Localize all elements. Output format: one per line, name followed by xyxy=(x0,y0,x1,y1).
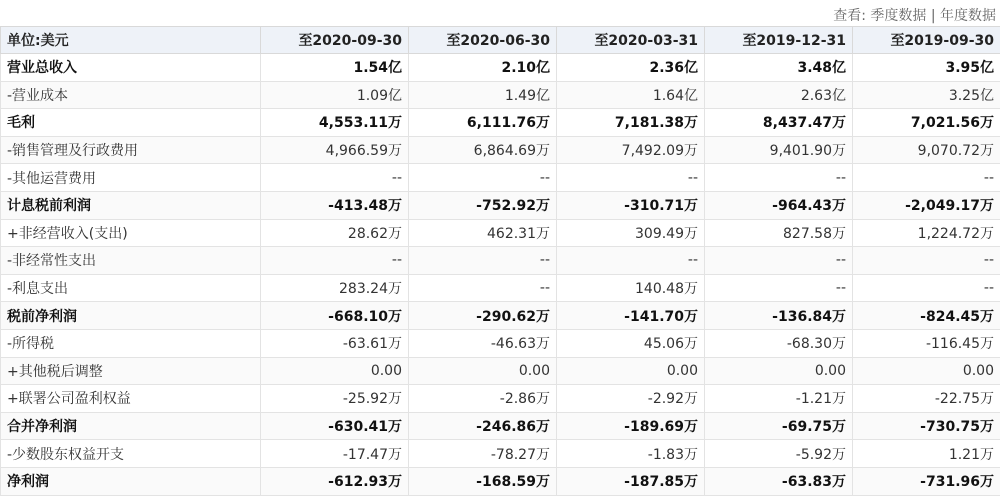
table-row xyxy=(1,54,1000,82)
header-period: 至2020-09-30 xyxy=(261,27,409,54)
row-label: +其他税后调整 xyxy=(1,357,261,385)
cell-value: -- xyxy=(261,247,409,275)
row-label: -少数股东权益开支 xyxy=(1,440,261,468)
cell-value: 6,864.69万 xyxy=(409,136,557,164)
table-row xyxy=(1,467,1000,495)
cell-value: -413.48万 xyxy=(261,191,409,219)
cell-value: -290.62万 xyxy=(409,302,557,330)
cell-value: 0.00 xyxy=(409,357,557,385)
income-statement-table xyxy=(0,26,1000,496)
cell-value: 0.00 xyxy=(557,357,705,385)
cell-value: -- xyxy=(705,274,853,302)
cell-value: 45.06万 xyxy=(557,329,705,357)
cell-value: -- xyxy=(853,164,1000,192)
header-unit: 单位:美元 xyxy=(1,27,261,54)
cell-value: 3.95亿 xyxy=(853,54,1000,82)
cell-value: -731.96万 xyxy=(853,467,1000,495)
cell-value: -964.43万 xyxy=(705,191,853,219)
view-separator: | xyxy=(931,8,936,24)
cell-value: 140.48万 xyxy=(557,274,705,302)
row-label: 毛利 xyxy=(1,109,261,137)
row-label: 净利润 xyxy=(1,467,261,495)
cell-value: -78.27万 xyxy=(409,440,557,468)
cell-value: 1,224.72万 xyxy=(853,219,1000,247)
row-label: 营业总收入 xyxy=(1,54,261,82)
cell-value: -- xyxy=(705,164,853,192)
cell-value: -- xyxy=(705,247,853,275)
table-row xyxy=(1,412,1000,440)
table-row xyxy=(1,219,1000,247)
table-row xyxy=(1,357,1000,385)
cell-value: 9,401.90万 xyxy=(705,136,853,164)
row-label: -销售管理及行政费用 xyxy=(1,136,261,164)
cell-value: 1.49亿 xyxy=(409,81,557,109)
cell-value: 1.09亿 xyxy=(261,81,409,109)
cell-value: -22.75万 xyxy=(853,385,1000,413)
cell-value: -2,049.17万 xyxy=(853,191,1000,219)
quarterly-data-link[interactable]: 季度数据 xyxy=(870,8,926,24)
cell-value: -310.71万 xyxy=(557,191,705,219)
cell-value: 3.25亿 xyxy=(853,81,1000,109)
cell-value: -68.30万 xyxy=(705,329,853,357)
table-row xyxy=(1,164,1000,192)
cell-value: 3.48亿 xyxy=(705,54,853,82)
annual-data-link[interactable]: 年度数据 xyxy=(940,8,996,24)
view-toggle xyxy=(833,5,996,25)
cell-value: -752.92万 xyxy=(409,191,557,219)
cell-value: 2.36亿 xyxy=(557,54,705,82)
cell-value: 283.24万 xyxy=(261,274,409,302)
cell-value: -2.92万 xyxy=(557,385,705,413)
cell-value: 1.21万 xyxy=(853,440,1000,468)
cell-value: -2.86万 xyxy=(409,385,557,413)
cell-value: -- xyxy=(409,247,557,275)
cell-value: -- xyxy=(853,274,1000,302)
cell-value: -141.70万 xyxy=(557,302,705,330)
cell-value: 0.00 xyxy=(261,357,409,385)
cell-value: -630.41万 xyxy=(261,412,409,440)
cell-value: 7,181.38万 xyxy=(557,109,705,137)
header-period: 至2020-06-30 xyxy=(409,27,557,54)
cell-value: -63.83万 xyxy=(705,467,853,495)
table-row xyxy=(1,109,1000,137)
cell-value: -136.84万 xyxy=(705,302,853,330)
cell-value: -69.75万 xyxy=(705,412,853,440)
cell-value: -1.83万 xyxy=(557,440,705,468)
cell-value: 1.54亿 xyxy=(261,54,409,82)
header-period: 至2019-12-31 xyxy=(705,27,853,54)
cell-value: -246.86万 xyxy=(409,412,557,440)
cell-value: -187.85万 xyxy=(557,467,705,495)
cell-value: 2.10亿 xyxy=(409,54,557,82)
table-row xyxy=(1,302,1000,330)
table-row xyxy=(1,191,1000,219)
cell-value: 9,070.72万 xyxy=(853,136,1000,164)
table-row xyxy=(1,274,1000,302)
cell-value: -- xyxy=(409,274,557,302)
header-period: 至2020-03-31 xyxy=(557,27,705,54)
row-label: -非经常性支出 xyxy=(1,247,261,275)
cell-value: -668.10万 xyxy=(261,302,409,330)
cell-value: -1.21万 xyxy=(705,385,853,413)
row-label: -所得税 xyxy=(1,329,261,357)
table-row xyxy=(1,247,1000,275)
cell-value: 827.58万 xyxy=(705,219,853,247)
cell-value: 0.00 xyxy=(705,357,853,385)
cell-value: -- xyxy=(853,247,1000,275)
table-row xyxy=(1,136,1000,164)
view-label: 查看: xyxy=(833,8,866,24)
table-row xyxy=(1,440,1000,468)
table-row xyxy=(1,385,1000,413)
cell-value: 4,553.11万 xyxy=(261,109,409,137)
cell-value: -189.69万 xyxy=(557,412,705,440)
cell-value: -- xyxy=(261,164,409,192)
cell-value: -116.45万 xyxy=(853,329,1000,357)
row-label: +联署公司盈利权益 xyxy=(1,385,261,413)
cell-value: 7,492.09万 xyxy=(557,136,705,164)
cell-value: -- xyxy=(409,164,557,192)
cell-value: 1.64亿 xyxy=(557,81,705,109)
cell-value: 4,966.59万 xyxy=(261,136,409,164)
cell-value: -730.75万 xyxy=(853,412,1000,440)
row-label: 合并净利润 xyxy=(1,412,261,440)
cell-value: -- xyxy=(557,164,705,192)
cell-value: 462.31万 xyxy=(409,219,557,247)
cell-value: 8,437.47万 xyxy=(705,109,853,137)
row-label: +非经营收入(支出) xyxy=(1,219,261,247)
row-label: 计息税前利润 xyxy=(1,191,261,219)
header-period: 至2019-09-30 xyxy=(853,27,1000,54)
cell-value: -46.63万 xyxy=(409,329,557,357)
cell-value: 7,021.56万 xyxy=(853,109,1000,137)
cell-value: -- xyxy=(557,247,705,275)
cell-value: -63.61万 xyxy=(261,329,409,357)
cell-value: 28.62万 xyxy=(261,219,409,247)
cell-value: -17.47万 xyxy=(261,440,409,468)
row-label: -其他运营费用 xyxy=(1,164,261,192)
cell-value: -5.92万 xyxy=(705,440,853,468)
cell-value: 6,111.76万 xyxy=(409,109,557,137)
cell-value: -25.92万 xyxy=(261,385,409,413)
cell-value: 0.00 xyxy=(853,357,1000,385)
cell-value: 2.63亿 xyxy=(705,81,853,109)
table-header-row xyxy=(1,27,1000,54)
cell-value: -824.45万 xyxy=(853,302,1000,330)
cell-value: -168.59万 xyxy=(409,467,557,495)
cell-value: -612.93万 xyxy=(261,467,409,495)
row-label: -营业成本 xyxy=(1,81,261,109)
toolbar xyxy=(0,0,1000,26)
table-row xyxy=(1,329,1000,357)
row-label: -利息支出 xyxy=(1,274,261,302)
cell-value: 309.49万 xyxy=(557,219,705,247)
row-label: 税前净利润 xyxy=(1,302,261,330)
table-row xyxy=(1,81,1000,109)
